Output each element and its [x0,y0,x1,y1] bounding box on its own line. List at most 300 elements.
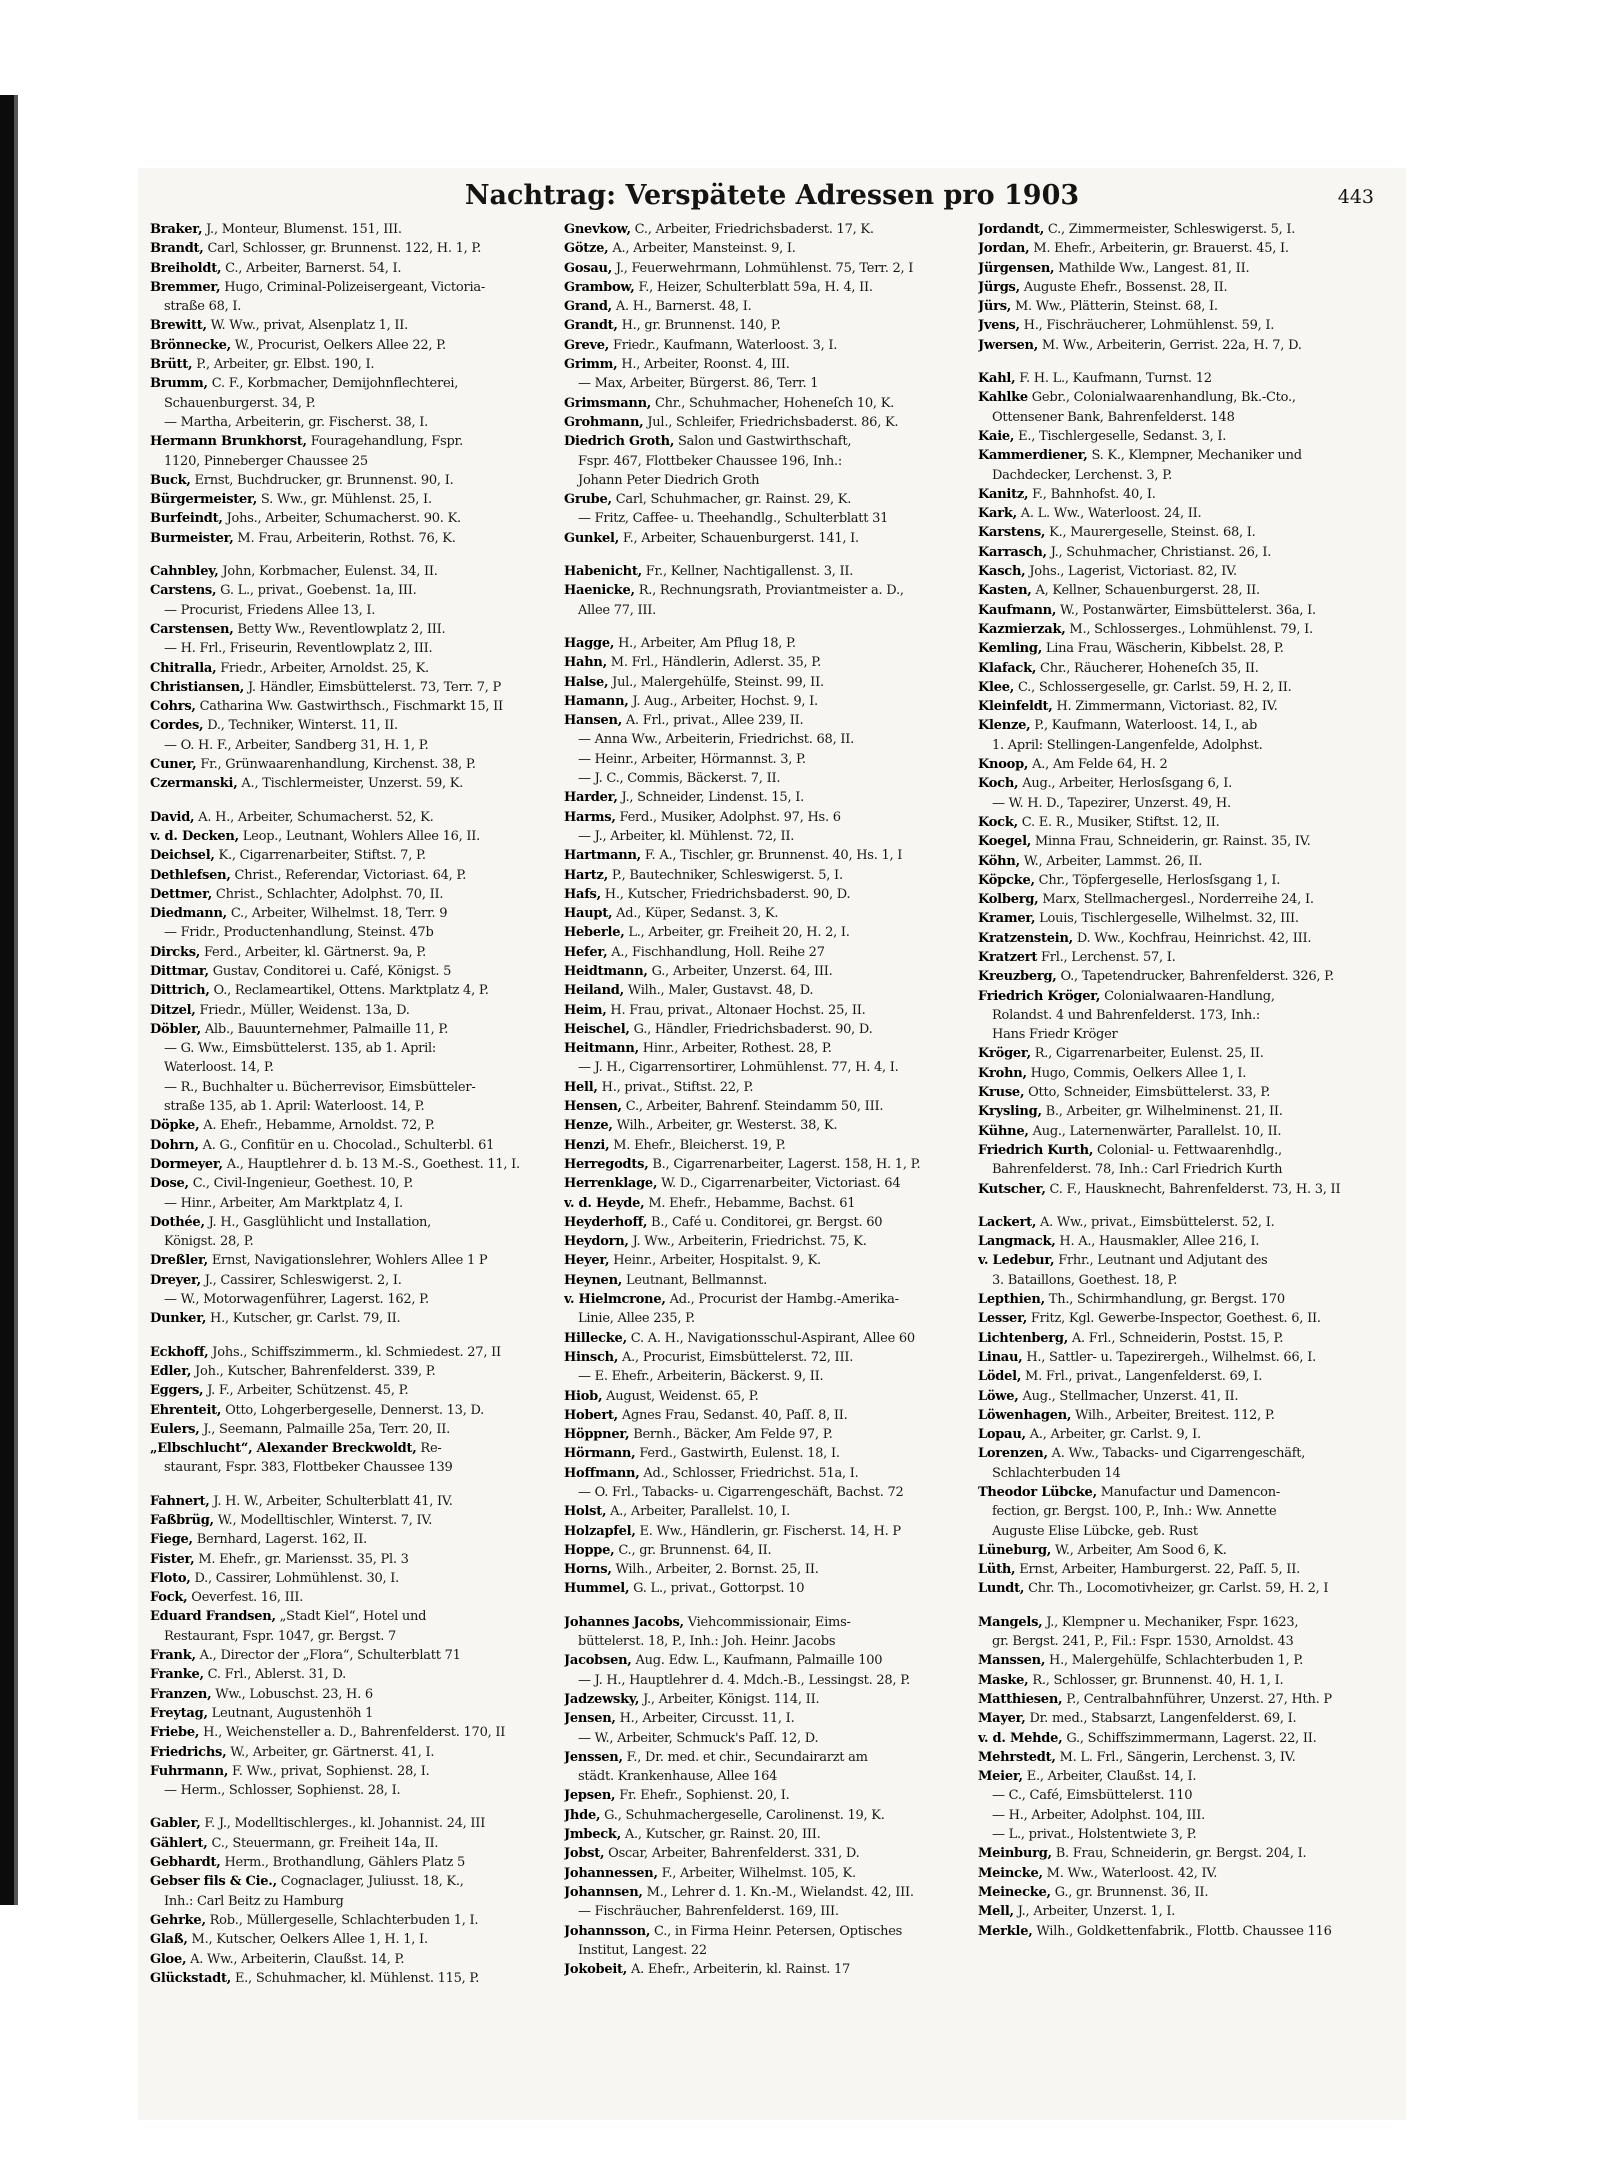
entry-name: Dothée, [150,1214,205,1230]
directory-entry [150,1439,558,1458]
entry-details: Leutnant, Bellmannst. [625,1272,768,1288]
entry-details: A., Tischlermeister, Unzerst. 59, K. [241,776,464,792]
entry-details: A, Kellner, Schauenburgerst. 28, II. [1035,583,1260,599]
entry-details: A. H., Barnerst. 48, I. [615,299,752,315]
entry-details: W., Arbeiter, gr. Gärtnerst. 41, I. [230,1744,435,1760]
directory-entry [564,1560,972,1579]
directory-entry [978,1367,1386,1386]
entry-name: Lüneburg, [978,1542,1052,1558]
entry-name: Lepthien, [978,1292,1045,1308]
entry-details: 3. Bataillons, Goethest. 18, P. [992,1272,1178,1288]
entry-name: Köhn, [978,853,1020,869]
entry-details: K., Cigarrenarbeiter, Stiftst. 7, P. [218,848,426,864]
entry-details: C., Arbeiter, Barnerst. 54, I. [225,260,402,276]
directory-entry [978,388,1386,407]
entry-details: M. Frl., privat., Langenfelderst. 69, I. [1025,1369,1263,1385]
entry-details: Chr., Räucherer, Hoheneſch 35, II. [1040,660,1259,676]
directory-entry [978,1825,1386,1844]
entry-name: Czermanski, [150,776,238,792]
entry-name: Heim, [564,1002,607,1018]
directory-entry [150,336,558,355]
directory-entry [978,1406,1386,1425]
directory-entry [150,1853,558,1872]
entry-details: W., Arbeiter, Am Sood 6, K. [1054,1542,1227,1558]
entry-name: Hoppe, [564,1542,615,1558]
entry-details: Ferd., Musiker, Adolphst. 97, Hs. 6 [619,809,841,825]
entry-name: Hiob, [564,1388,603,1404]
directory-entry [150,1781,558,1800]
entry-name: Kleinfeldt, [978,699,1053,715]
directory-entry [150,1911,558,1930]
entry-details: A., Arbeiter, Mansteinst. 9, I. [612,241,796,257]
entry-name: Brütt, [150,357,193,373]
directory-entry [978,543,1386,562]
directory-entry [978,1102,1386,1121]
entry-details: Fritz, Kgl. Gewerbe-Inspector, Goethest. 6, II. [1030,1311,1321,1327]
entry-details: Jul., Schleifer, Friedrichsbaderst. 86, K. [647,414,899,430]
scan-border-edge [14,95,18,1905]
directory-entry [564,730,972,749]
entry-details: J., Schuhmacher, Christianst. 26, I. [1050,544,1272,560]
directory-entry [150,1834,558,1853]
entry-details: C., gr. Brunnenst. 64, II. [618,1542,772,1558]
directory-entry [564,827,972,846]
directory-entry [564,394,972,413]
entry-details: J. F., Arbeiter, Schützenst. 45, P. [207,1383,409,1399]
entry-name: Heberle, [564,925,625,941]
entry-name: Fock, [150,1590,188,1606]
directory-entry [564,471,972,490]
directory-entry [978,1329,1386,1348]
directory-entry [564,1290,972,1309]
entry-name: Glückstadt, [150,1970,232,1986]
entry-details: August, Weidenst. 65, P. [606,1388,759,1404]
entry-name: Heiland, [564,983,624,999]
directory-entry [564,562,972,581]
entry-name: Hafs, [564,886,601,902]
entry-details: — Fritz, Caffee- u. Theehandlg., Schulterblatt 31 [578,511,889,527]
entry-details: Otto, Schneider, Eimsbüttelerst. 33, P. [1028,1085,1271,1101]
directory-entry [564,1541,972,1560]
entry-details: Fr., Grünwaarenhandlung, Kirchenst. 38, P. [200,757,476,773]
entry-details: Ernst, Buchdrucker, gr. Brunnenst. 90, I. [194,472,454,488]
entry-name: Linau, [978,1349,1023,1365]
entry-name: Kaie, [978,428,1015,444]
entry-details: G. L., privat., Goebenst. 1a, III. [220,583,417,599]
directory-entry [978,678,1386,697]
directory-entry [978,1025,1386,1044]
entry-details: Gustav, Conditorei u. Café, Königst. 5 [212,963,452,979]
entry-details: — O. H. F., Arbeiter, Sandberg 31, H. 1, P. [164,737,429,753]
entry-details: Jul., Malergehülfe, Steinst. 99, II. [612,674,824,690]
directory-entry [978,1387,1386,1406]
entry-name: Hobert, [564,1407,618,1423]
entry-details: Bahrenfelderst. 78, Inh.: Carl Friedrich Kurth [992,1162,1283,1178]
entry-details: Salon und Gastwirthschaft, [678,434,852,450]
entry-details: — H. Frl., Friseurin, Reventlowplatz 2, III. [164,641,433,657]
entry-details: Christ., Schlachter, Adolphst. 70, II. [215,886,444,902]
entry-details: Hans Friedr Kröger [992,1027,1118,1043]
entry-name: Dreßler, [150,1253,208,1269]
entry-details: J., Feuerwehrmann, Lohmühlenst. 75, Terr. 2, I [615,260,914,276]
directory-entry [978,736,1386,755]
entry-name: Dunker, [150,1311,207,1327]
entry-details: Alb., Bauunternehmer, Palmaille 11, P. [204,1021,449,1037]
directory-entry [150,1458,558,1477]
entry-name: Breiholdt, [150,260,222,276]
directory-entry [564,1806,972,1825]
directory-entry [978,1579,1386,1598]
entry-details: A., Arbeiter, Parallelst. 10, I. [610,1504,790,1520]
entry-name: v. d. Heyde, [564,1195,645,1211]
entry-name: Höppner, [564,1427,630,1443]
entry-details: A., Hauptlehrer d. b. 13 M.-S., Goethest. 11, I. [226,1156,520,1172]
directory-entry [564,1213,972,1232]
entry-details: Bernh., Bäcker, Am Felde 97, P. [633,1427,833,1443]
directory-entry [564,1690,972,1709]
directory-entry [150,1814,558,1833]
entry-name: Kreuzberg, [978,969,1057,985]
directory-entry [564,1748,972,1767]
entry-details: C. F., Korbmacher, Demijohnflechterei, [211,376,459,392]
entry-name: Döbler, [150,1021,201,1037]
entry-name: Kasten, [978,583,1032,599]
entry-name: Heynen, [564,1272,623,1288]
directory-entry [564,711,972,730]
directory-entry [978,697,1386,716]
entry-name: Johannsen, [564,1884,643,1900]
directory-entry [150,1290,558,1309]
entry-details: J., Arbeiter, Königst. 114, II. [643,1691,820,1707]
entry-name: Friedrichs, [150,1744,227,1760]
entry-details: Bernhard, Lagerst. 162, II. [196,1532,367,1548]
directory-entry [564,374,972,393]
directory-entry [150,1251,558,1270]
entry-name: Johannsson, [564,1923,651,1939]
entry-details: — Heinr., Arbeiter, Hörmannst. 3, P. [578,751,806,767]
entry-name: Lödel, [978,1369,1022,1385]
directory-entry [150,1892,558,1911]
directory-entry [564,297,972,316]
entry-name: Ehrenteit, [150,1402,222,1418]
entry-details: Leop., Leutnant, Wohlers Allee 16, II. [242,828,481,844]
directory-entry [564,490,972,509]
entry-name: Kaufmann, [978,602,1057,618]
directory-entry [150,394,558,413]
entry-details: — Herm., Schlosser, Sophienst. 28, I. [164,1783,401,1799]
entry-details: C. E. R., Musiker, Stiftst. 12, II. [1021,814,1220,830]
directory-entry [564,1309,972,1328]
directory-entry [564,1174,972,1193]
directory-entry [150,1550,558,1569]
entry-name: Hahn, [564,655,607,671]
entry-details: H., Arbeiter, Roonst. 4, III. [621,357,790,373]
entry-name: Burfeindt, [150,511,223,527]
directory-entry [150,1685,558,1704]
entry-details: H., Weichensteller a. D., Bahrenfelderst. 170, II [203,1725,506,1741]
directory-entry [978,369,1386,388]
directory-entry [150,697,558,716]
entry-details: F., Bahnhofst. 40, I. [1032,486,1156,502]
entry-details: J., Monteur, Blumenst. 151, III. [206,222,402,237]
entry-name: Cordes, [150,718,204,734]
directory-entry [978,1483,1386,1502]
directory-entry [564,601,972,620]
directory-entry [564,1671,972,1690]
entry-name: Hagge, [564,635,615,651]
entry-details: Ad., Schlosser, Friedrichst. 51a, I. [643,1465,859,1481]
entry-name: Dircks, [150,944,201,960]
directory-entry [564,962,972,981]
entry-details: gr. Bergst. 241, P., Fil.: Fspr. 1530, Arnoldst. 43 [992,1634,1294,1650]
entry-details: straße 68, I. [164,299,242,315]
directory-entry [978,1844,1386,1863]
entry-name: Jordan, [978,241,1030,257]
entry-name: Götze, [564,241,609,257]
directory-entry [150,1969,558,1988]
entry-details: Königst. 28, P. [164,1234,254,1250]
directory-entry [564,336,972,355]
entry-name: Edler, [150,1363,192,1379]
entry-name: Grimm, [564,357,618,373]
directory-entry [150,259,558,278]
directory-entry [150,1665,558,1684]
entry-details: Viehcommissionair, Eims- [687,1614,851,1630]
directory-entry [978,1709,1386,1728]
entry-name: Hummel, [564,1581,630,1597]
entry-name: Dettmer, [150,886,213,902]
entry-name: Haupt, [564,906,613,922]
entry-details: J. H., Gasglühlicht und Installation, [208,1214,432,1230]
directory-entry [978,1251,1386,1270]
entry-name: Friedrich Kröger, [978,988,1101,1004]
entry-details: — W. H. D., Tapezirer, Unzerst. 49, H. [992,795,1231,811]
entry-name: Hörmann, [564,1446,636,1462]
entry-name: Gählert, [150,1835,208,1851]
directory-entry [564,1329,972,1348]
directory-entry [564,1729,972,1748]
entry-name: Eckhoff, [150,1344,209,1360]
entry-details: Chr. Th., Locomotivheizer, gr. Carlst. 59, H. 2, I [1028,1581,1329,1597]
entry-details: S. K., Klempner, Mechaniker und [1091,448,1302,464]
entry-name: Dohrn, [150,1137,199,1153]
entry-details: Chr., Töpfergeselle, Herlosſsgang 1, I. [1038,872,1281,888]
entry-details: — Fischräucher, Bahrenfelderst. 169, III. [578,1904,839,1920]
entry-details: B., Café u. Conditorei, gr. Bergst. 60 [651,1214,883,1230]
entry-details: A., Director der „Flora“, Schulterblatt 71 [199,1648,461,1664]
entry-name: Mayer, [978,1711,1026,1727]
entry-details: 1. April: Stellingen-Langenfelde, Adolphst. [992,737,1263,753]
entry-details: städt. Krankenhause, Allee 164 [578,1769,778,1785]
entry-name: v. Ledebur, [978,1253,1055,1269]
entry-details: Ottensener Bank, Bahrenfelderst. 148 [992,409,1235,425]
entry-name: Carstens, [150,583,217,599]
directory-entry [150,239,558,258]
entry-details: H. Frau, privat., Altonaer Hochst. 25, II. [610,1002,866,1018]
directory-entry [150,923,558,942]
directory-entry [564,1078,972,1097]
entry-details: Catharina Ww. Gastwirthsch., Fischmarkt 15, II [199,699,503,715]
entry-name: Kemling, [978,641,1042,657]
entry-details: Friedr., Müller, Weidenst. 13a, D. [199,1002,410,1018]
entry-name: Koch, [978,776,1019,792]
entry-name: Koegel, [978,834,1032,850]
entry-details: Dachdecker, Lerchenst. 3, P. [992,467,1172,483]
entry-details: F., Dr. med. et chir., Secundairarzt am [626,1749,868,1765]
column-right [978,220,1386,2112]
entry-details: Linie, Allee 235, P. [578,1311,695,1327]
directory-entry [564,1020,972,1039]
directory-entry [564,1709,972,1728]
entry-details: — J. H., Cigarrensortirer, Lohmühlenst. 77, H. 4, I. [578,1060,899,1076]
directory-entry [564,808,972,827]
directory-entry [564,1613,972,1632]
entry-details: G., Schuhmachergeselle, Carolinenst. 19, K. [604,1807,885,1823]
entry-name: Buck, [150,472,191,488]
entry-details: M. L. Frl., Sängerin, Lerchenst. 3, IV. [1059,1749,1296,1765]
entry-details: H. A., Hausmakler, Allee 216, I. [1059,1234,1260,1250]
directory-entry [978,1883,1386,1902]
entry-details: — R., Buchhalter u. Bücherrevisor, Eimsbütteler- [164,1079,476,1095]
entry-name: Jmbeck, [564,1827,621,1843]
entry-name: Lackert, [978,1214,1037,1230]
directory-entry [150,1511,558,1530]
entry-details: O., Tapetendrucker, Bahrenfelderst. 326, P. [1060,969,1334,985]
entry-details: Manufactur und Damencon- [1100,1485,1280,1500]
entry-details: Fouragehandlung, Fspr. [310,434,463,450]
entry-details: Dr. med., Stabsarzt, Langenfelderst. 69, I. [1029,1711,1297,1727]
entry-name: Hillecke, [564,1330,627,1346]
directory-entry [150,736,558,755]
entry-name: Kahl, [978,371,1016,387]
page-title: Nachtrag: Verspätete Adressen pro 1903 [464,180,1080,211]
entry-name: Henzi, [564,1137,610,1153]
entry-name: Hell, [564,1079,598,1095]
entry-name: Friedrich Kurth, [978,1142,1094,1158]
entry-details: H., privat., Stiftst. 22, P. [601,1079,754,1095]
entry-details: — J., Arbeiter, kl. Mühlenst. 72, II. [578,828,795,844]
directory-entry [150,1588,558,1607]
directory-entry [978,852,1386,871]
entry-name: Jenssen, [564,1749,623,1765]
entry-name: Carstensen, [150,621,234,637]
entry-name: Habenicht, [564,564,642,580]
directory-entry [150,1930,558,1949]
directory-entry [978,1671,1386,1690]
entry-name: Franzen, [150,1686,212,1702]
entry-name: Heidtmann, [564,963,648,979]
directory-entry [978,485,1386,504]
entry-details: Rob., Müllergeselle, Schlachterbuden 1, I. [209,1912,479,1928]
entry-name: Floto, [150,1570,191,1586]
entry-details: G., Schiffszimmermann, Lagerst. 22, II. [1066,1730,1317,1746]
entry-details: Hinr., Arbeiter, Rothest. 28, P. [642,1041,832,1057]
directory-entry [150,1950,558,1969]
entry-name: Gnevkow, [564,222,631,237]
entry-details: — J. H., Hauptlehrer d. 4. Mdch.-B., Lessingst. 28, P. [578,1672,910,1688]
entry-details: C., Steuermann, gr. Freiheit 14a, II. [211,1835,439,1851]
entry-details: „Stadt Kiel“, Hotel und [279,1609,427,1625]
directory-entry [150,659,558,678]
entry-details: Frl., Lerchenst. 57, I. [1040,949,1176,965]
directory-entry [564,259,972,278]
entry-details: — W., Arbeiter, Schmuck's Paſſ. 12, D. [578,1730,819,1746]
directory-entry [150,1039,558,1058]
directory-entry [150,509,558,528]
entry-details: P., Arbeiter, gr. Elbst. 190, I. [196,357,375,373]
scan-border [0,95,14,1905]
directory-entry [564,904,972,923]
entry-name: Gebhardt, [150,1855,221,1871]
entry-details: C., Civil-Ingenieur, Goethest. 10, P. [192,1176,414,1192]
directory-entry [978,890,1386,909]
directory-entry [564,1251,972,1270]
entry-name: Hinsch, [564,1349,619,1365]
directory-entry [564,1786,972,1805]
entry-details: F., Arbeiter, Schauenburgerst. 141, I. [622,530,859,546]
directory-entry [564,1425,972,1444]
entry-details: P., Kaufmann, Waterloost. 14, I., ab [1034,718,1258,734]
entry-name: Gebser fils & Cie., [150,1874,277,1890]
entry-details: fection, gr. Bergst. 100, P., Inh.: Ww. Annette [992,1504,1277,1520]
entry-details: Ernst, Navigationslehrer, Wohlers Allee 1 P [211,1253,488,1269]
entry-name: Jürs, [978,299,1012,315]
directory-entry [978,1309,1386,1328]
directory-entry [564,239,972,258]
directory-entry [564,1767,972,1786]
directory-entry [978,1348,1386,1367]
entry-details: W. Ww., privat, Alsenplatz 1, II. [210,318,409,334]
entry-name: Jürgs, [978,279,1020,295]
entry-details: F., Arbeiter, Wilhelmst. 105, K. [661,1865,856,1881]
entry-details: E., Schuhmacher, kl. Mühlenst. 115, P. [234,1970,480,1986]
entry-details: John, Korbmacher, Eulenst. 34, II. [222,564,438,580]
entry-details: — W., Motorwagenführer, Lagerst. 162, P. [164,1292,429,1308]
entry-details: 1120, Pinneberger Chaussee 25 [164,453,368,469]
entry-name: Döpke, [150,1118,200,1134]
entry-details: F., Heizer, Schulterblatt 59a, H. 4, II. [638,279,873,295]
directory-page [138,168,1406,2120]
directory-entry [150,1343,558,1362]
entry-details: D., Cassirer, Lohmühlenst. 30, I. [194,1570,400,1586]
entry-details: E., Arbeiter, Claußst. 14, I. [1026,1769,1197,1785]
entry-details: H., gr. Brunnenst. 140, P. [621,318,781,334]
entry-details: Schlachterbuden 14 [992,1465,1121,1481]
entry-name: Christiansen, [150,679,245,695]
entry-name: Dittmar, [150,963,209,979]
entry-name: Ditzel, [150,1002,196,1018]
entry-details: C., Zimmermeister, Schleswigerst. 5, I. [1047,222,1296,237]
directory-entry [150,581,558,600]
entry-details: M. Ww., Plätterin, Steinst. 68, I. [1014,299,1218,315]
directory-entry [978,408,1386,427]
entry-name: Krysling, [978,1104,1042,1120]
entry-name: Friebe, [150,1725,200,1741]
entry-details: F. J., Modelltischlerges., kl. Johannist. 24, III [204,1816,486,1832]
entry-name: Herregodts, [564,1156,649,1172]
entry-details: Chr., Schuhmacher, Hoheneſch 10, K. [654,395,895,411]
directory-entry [978,1613,1386,1632]
entry-name: Chitralla, [150,660,217,676]
directory-entry [978,1632,1386,1651]
entry-details: M., Kutscher, Oelkers Allee 1, H. 1, I. [191,1932,428,1948]
entry-name: Hamann, [564,693,629,709]
directory-entry [150,452,558,471]
directory-entry [150,1569,558,1588]
directory-entry [150,943,558,962]
directory-entry [150,1174,558,1193]
entry-details: H., Kutscher, gr. Carlst. 79, II. [210,1311,401,1327]
